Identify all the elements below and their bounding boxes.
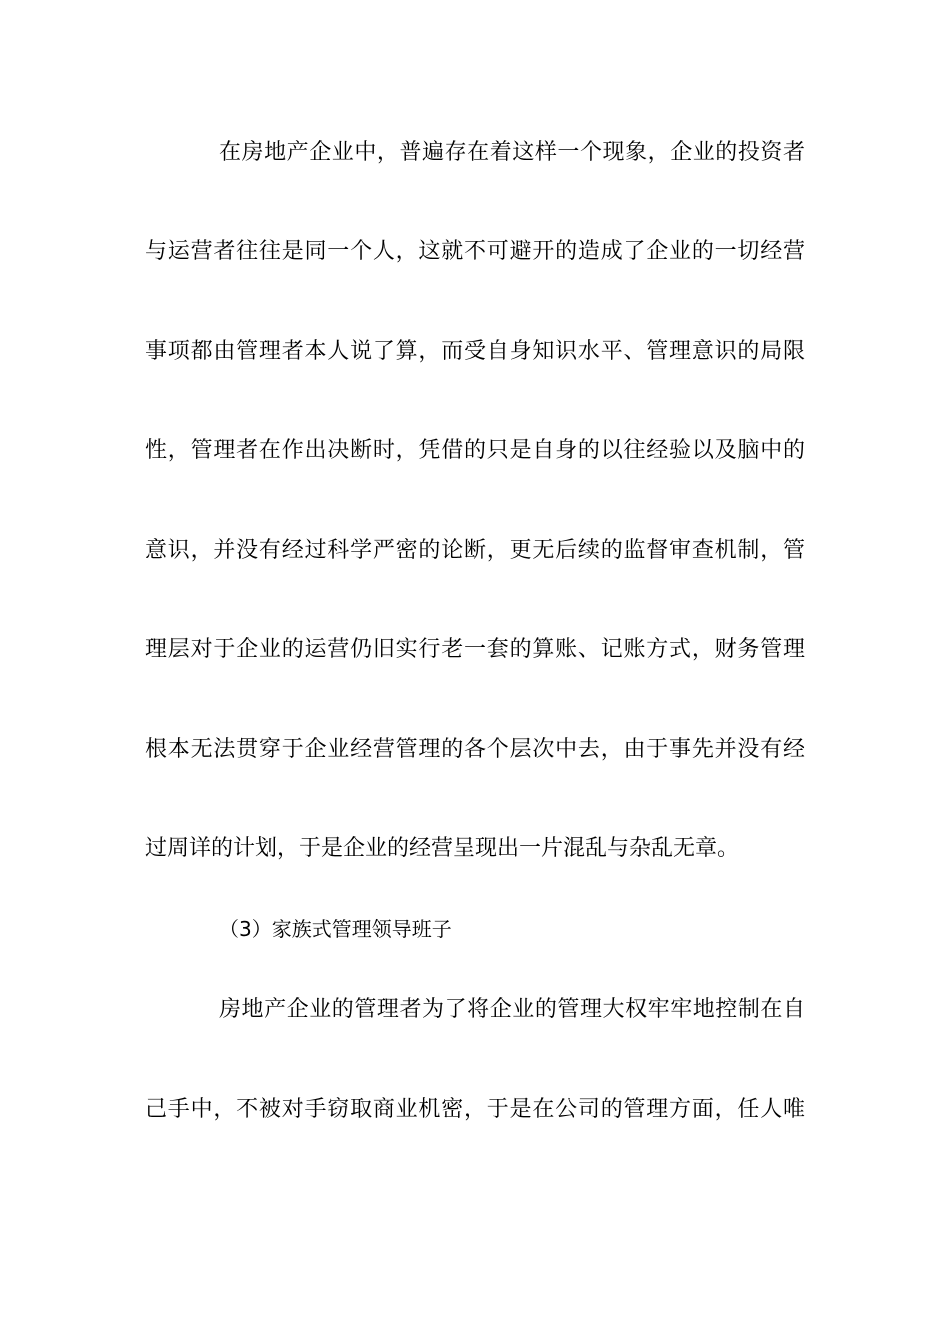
paragraph-1-line-6: 理层对于企业的运营仍旧实行老一套的算账、记账方式，财务管理 [145, 637, 805, 662]
paragraph-1-line-4: 性，管理者在作出决断时，凭借的只是自身的以往经验以及脑中的 [145, 438, 805, 463]
paragraph-1-line-8: 过周详的计划，于是企业的经营呈现出一片混乱与杂乱无章。 [145, 836, 740, 861]
paragraph-2-line-1: 房地产企业的管理者为了将企业的管理大权牢牢地控制在自 [219, 997, 805, 1022]
section-heading: （3）家族式管理领导班子 [219, 917, 452, 941]
paragraph-2-line-2: 己手中，不被对手窃取商业机密，于是在公司的管理方面，任人唯 [145, 1097, 805, 1122]
paragraph-1-line-7: 根本无法贯穿于企业经营管理的各个层次中去，由于事先并没有经 [145, 737, 805, 762]
paragraph-1-line-1: 在房地产企业中，普遍存在着这样一个现象，企业的投资者 [219, 140, 805, 165]
paragraph-1-line-3: 事项都由管理者本人说了算，而受自身知识水平、管理意识的局限 [145, 339, 805, 364]
paragraph-1-line-5: 意识，并没有经过科学严密的论断，更无后续的监督审查机制，管 [145, 538, 805, 563]
paragraph-1-line-2: 与运营者往往是同一个人，这就不可避开的造成了企业的一切经营 [145, 239, 805, 264]
